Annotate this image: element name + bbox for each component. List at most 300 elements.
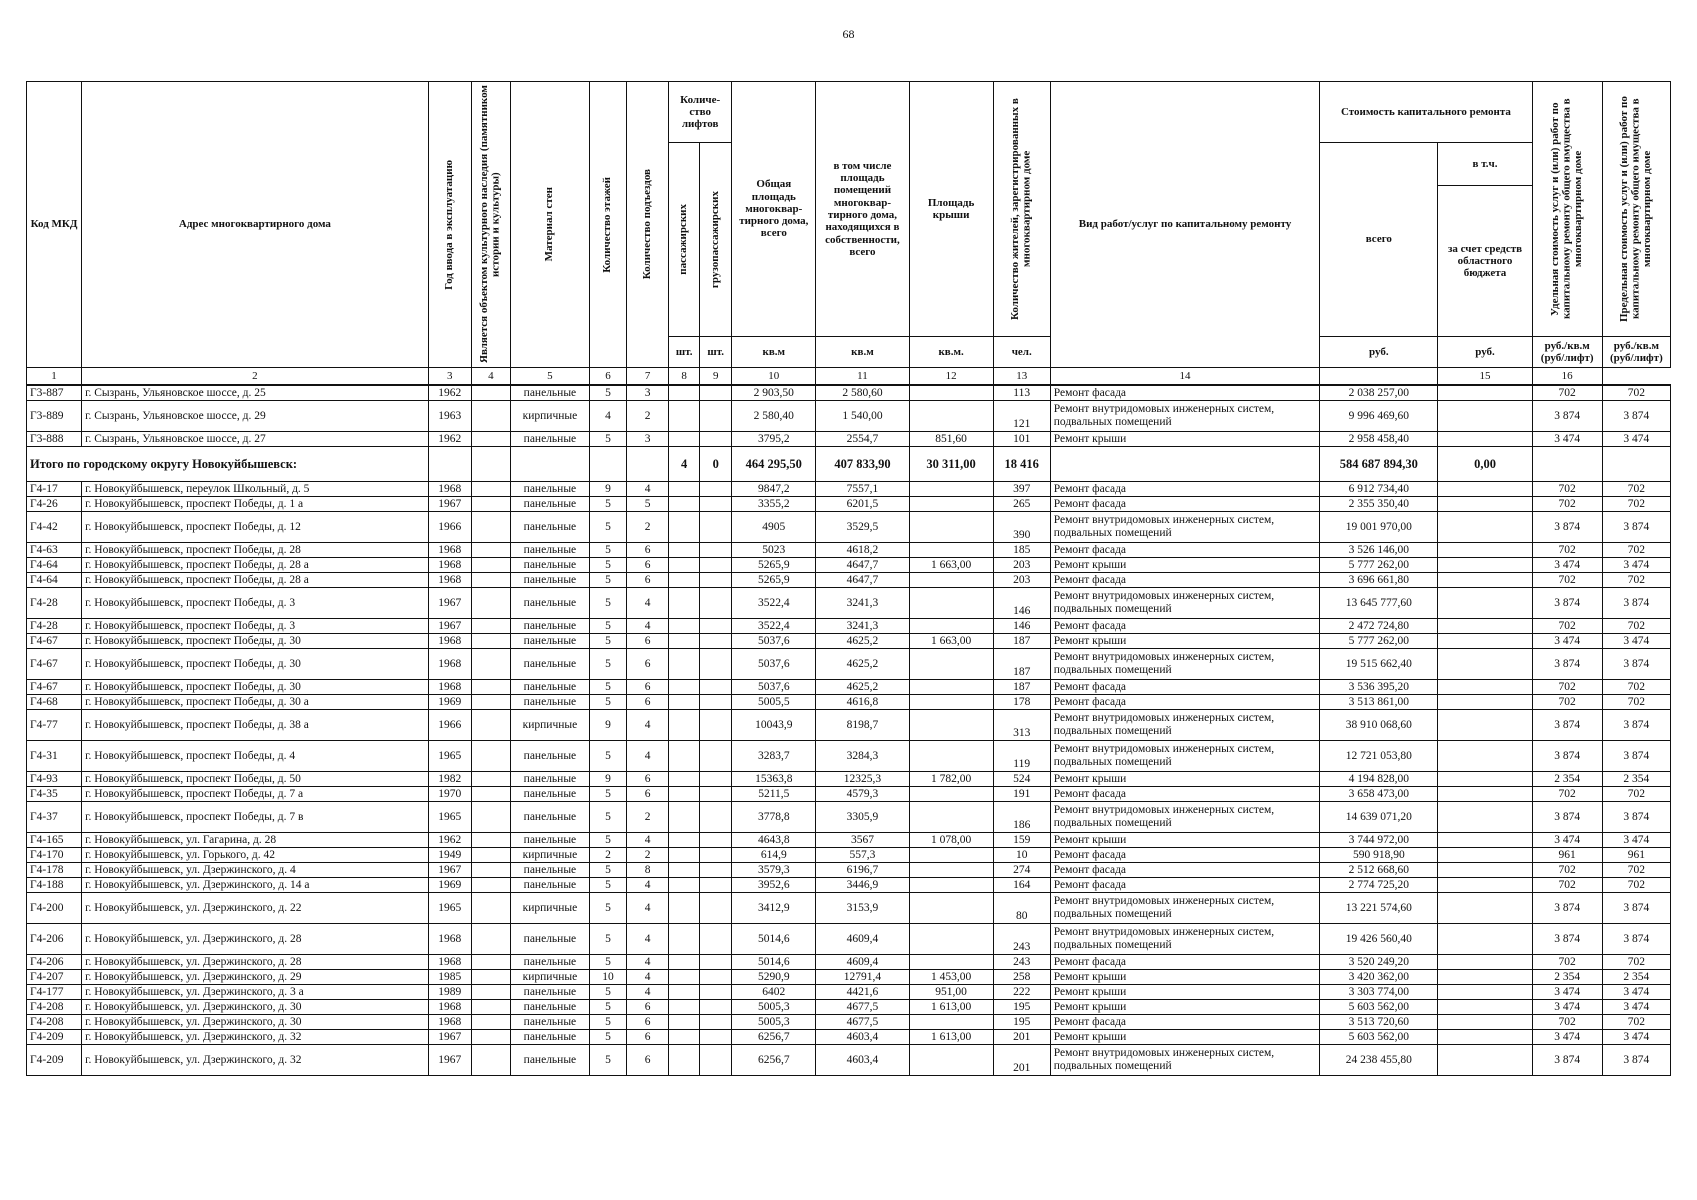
- cell-total-area: 4643,8: [732, 833, 816, 848]
- cell-passenger-lifts: [669, 741, 700, 772]
- cell-heritage: [471, 772, 510, 787]
- cell-heritage: [471, 710, 510, 741]
- cell-year: 1968: [428, 1000, 471, 1015]
- table-row: [27, 619, 1671, 634]
- cell-heritage: [471, 741, 510, 772]
- table-row: [27, 401, 1671, 432]
- cell-regional: [1438, 482, 1532, 497]
- cell-max-cost: 702: [1602, 497, 1670, 512]
- cell-heritage: [471, 1015, 510, 1030]
- cell-freight-lifts: [700, 543, 732, 558]
- total-owned-area: 407 833,90: [816, 447, 909, 482]
- cell-walls: панельные: [510, 588, 589, 619]
- cell-max-cost: 3 474: [1602, 432, 1670, 447]
- cell-cost-total: 3 420 362,00: [1320, 970, 1438, 985]
- cell-unit-cost: 3 874: [1532, 401, 1602, 432]
- cell-passenger-lifts: [669, 970, 700, 985]
- cell-roof-area: [909, 497, 993, 512]
- cell-address: г. Новокуйбышевск, ул. Дзержинского, д. 32: [82, 1030, 429, 1045]
- cell-walls: кирпичные: [510, 970, 589, 985]
- cell-regional: [1438, 385, 1532, 401]
- column-number: 11: [816, 368, 909, 386]
- cell-heritage: [471, 497, 510, 512]
- table-row: [27, 432, 1671, 447]
- cell-floors: 5: [590, 741, 627, 772]
- cell-code: Г4-28: [27, 588, 82, 619]
- cell-walls: панельные: [510, 695, 589, 710]
- cell-cost-total: 3 696 661,80: [1320, 573, 1438, 588]
- cell-max-cost: 702: [1602, 1015, 1670, 1030]
- table-row: [27, 848, 1671, 863]
- cell-cost-total: 19 426 560,40: [1320, 924, 1438, 955]
- cell-floors: 5: [590, 924, 627, 955]
- cell-passenger-lifts: [669, 497, 700, 512]
- cell-unit-cost: 3 474: [1532, 1000, 1602, 1015]
- cell-residents: 146: [993, 619, 1050, 634]
- cell-unit-cost: 2 354: [1532, 970, 1602, 985]
- cell-freight-lifts: [700, 924, 732, 955]
- cell-heritage: [471, 970, 510, 985]
- cell-work-type: Ремонт крыши: [1050, 970, 1319, 985]
- cell-entrances: 6: [627, 1015, 669, 1030]
- cell-heritage: [471, 543, 510, 558]
- cell-code: Г4-37: [27, 802, 82, 833]
- table-row: [27, 558, 1671, 573]
- header-floors: [590, 82, 627, 368]
- cell-unit-cost: 3 474: [1532, 1030, 1602, 1045]
- cell-regional: [1438, 558, 1532, 573]
- total-empty-cell: [471, 447, 510, 482]
- cell-floors: 5: [590, 985, 627, 1000]
- cell-code: Г4-177: [27, 985, 82, 1000]
- header-freight: [700, 143, 732, 337]
- cell-freight-lifts: [700, 772, 732, 787]
- cell-heritage: [471, 619, 510, 634]
- cell-regional: [1438, 1030, 1532, 1045]
- cell-max-cost: 702: [1602, 385, 1670, 401]
- cell-regional: [1438, 1000, 1532, 1015]
- cell-walls: кирпичные: [510, 893, 589, 924]
- cell-total-area: 6256,7: [732, 1030, 816, 1045]
- cell-total-area: 9847,2: [732, 482, 816, 497]
- cell-owned-area: 4618,2: [816, 543, 909, 558]
- cell-entrances: 2: [627, 802, 669, 833]
- cell-max-cost: 702: [1602, 695, 1670, 710]
- column-number: 9: [700, 368, 732, 386]
- cell-heritage: [471, 432, 510, 447]
- total-empty-cell: [627, 447, 669, 482]
- cell-address: г. Новокуйбышевск, проспект Победы, д. 28: [82, 543, 429, 558]
- cell-cost-total: 3 744 972,00: [1320, 833, 1438, 848]
- column-number: 3: [428, 368, 471, 386]
- cell-cost-total: 12 721 053,80: [1320, 741, 1438, 772]
- cell-roof-area: [909, 649, 993, 680]
- cell-floors: 9: [590, 772, 627, 787]
- column-number: 16: [1532, 368, 1602, 386]
- cell-total-area: 5265,9: [732, 558, 816, 573]
- cell-entrances: 4: [627, 833, 669, 848]
- cell-walls: панельные: [510, 924, 589, 955]
- cell-walls: панельные: [510, 1000, 589, 1015]
- cell-regional: [1438, 588, 1532, 619]
- cell-owned-area: 12325,3: [816, 772, 909, 787]
- table-row: [27, 649, 1671, 680]
- cell-work-type: Ремонт внутридомовых инженерных систем, подвальных помещений: [1050, 512, 1319, 543]
- cell-freight-lifts: [700, 802, 732, 833]
- cell-walls: панельные: [510, 787, 589, 802]
- cell-max-cost: 961: [1602, 848, 1670, 863]
- cell-work-type: Ремонт фасада: [1050, 787, 1319, 802]
- cell-freight-lifts: [700, 680, 732, 695]
- cell-max-cost: 3 474: [1602, 985, 1670, 1000]
- header-walls: [510, 82, 589, 368]
- cell-cost-total: 5 777 262,00: [1320, 634, 1438, 649]
- cell-heritage: [471, 649, 510, 680]
- cell-freight-lifts: [700, 1000, 732, 1015]
- cell-code: Г4-31: [27, 741, 82, 772]
- cell-year: 1970: [428, 787, 471, 802]
- cell-regional: [1438, 985, 1532, 1000]
- table-row: [27, 878, 1671, 893]
- unit-people: чел.: [993, 337, 1050, 368]
- cell-total-area: 5037,6: [732, 649, 816, 680]
- cell-work-type: Ремонт крыши: [1050, 772, 1319, 787]
- cell-code: Г4-28: [27, 619, 82, 634]
- cell-max-cost: 3 874: [1602, 512, 1670, 543]
- cell-address: г. Новокуйбышевск, проспект Победы, д. 3: [82, 619, 429, 634]
- column-number: 14: [1050, 368, 1319, 386]
- cell-residents: 164: [993, 878, 1050, 893]
- cell-roof-area: 951,00: [909, 985, 993, 1000]
- header-entrances: [627, 82, 669, 368]
- table-row: [27, 680, 1671, 695]
- cell-year: 1968: [428, 543, 471, 558]
- cell-passenger-lifts: [669, 863, 700, 878]
- header-residents: [993, 82, 1050, 337]
- cell-roof-area: [909, 893, 993, 924]
- cell-total-area: 3522,4: [732, 619, 816, 634]
- cell-unit-cost: 702: [1532, 543, 1602, 558]
- cell-code: Г3-889: [27, 401, 82, 432]
- cell-work-type: Ремонт крыши: [1050, 634, 1319, 649]
- table-row: [27, 543, 1671, 558]
- header-regional: за счет средств областного бюджета: [1438, 186, 1532, 337]
- cell-total-area: 3355,2: [732, 497, 816, 512]
- cell-regional: [1438, 1015, 1532, 1030]
- cell-passenger-lifts: [669, 619, 700, 634]
- cell-code: Г4-165: [27, 833, 82, 848]
- cell-work-type: Ремонт фасада: [1050, 695, 1319, 710]
- cell-walls: панельные: [510, 512, 589, 543]
- cell-roof-area: [909, 955, 993, 970]
- cell-owned-area: 4677,5: [816, 1015, 909, 1030]
- cell-year: 1963: [428, 401, 471, 432]
- cell-passenger-lifts: [669, 385, 700, 401]
- column-number: 2: [82, 368, 429, 386]
- cell-passenger-lifts: [669, 588, 700, 619]
- header-unit-cost-text: Удельная стоимость услуг и (или) работ по капитальному ремонту общего имущества в многоквартирном доме: [1548, 98, 1584, 320]
- cell-floors: 4: [590, 401, 627, 432]
- cell-freight-lifts: [700, 432, 732, 447]
- unit-area-3: кв.м.: [909, 337, 993, 368]
- cell-entrances: 2: [627, 512, 669, 543]
- cell-regional: [1438, 893, 1532, 924]
- cell-residents: 146: [993, 588, 1050, 619]
- cell-cost-total: 9 996 469,60: [1320, 401, 1438, 432]
- cell-floors: 5: [590, 634, 627, 649]
- cell-passenger-lifts: [669, 543, 700, 558]
- cell-year: 1965: [428, 802, 471, 833]
- cell-work-type: Ремонт фасада: [1050, 878, 1319, 893]
- cell-roof-area: [909, 802, 993, 833]
- cell-residents: 397: [993, 482, 1050, 497]
- cell-year: 1966: [428, 512, 471, 543]
- cell-entrances: 6: [627, 1000, 669, 1015]
- cell-walls: панельные: [510, 955, 589, 970]
- cell-cost-total: 5 777 262,00: [1320, 558, 1438, 573]
- cell-total-area: 3283,7: [732, 741, 816, 772]
- cell-year: 1985: [428, 970, 471, 985]
- cell-passenger-lifts: [669, 1000, 700, 1015]
- header-incl: в т.ч.: [1438, 143, 1532, 186]
- cell-residents: 178: [993, 695, 1050, 710]
- cell-walls: панельные: [510, 558, 589, 573]
- cell-max-cost: 3 474: [1602, 1000, 1670, 1015]
- cell-residents: 195: [993, 1015, 1050, 1030]
- cell-owned-area: 4609,4: [816, 924, 909, 955]
- cell-residents: 186: [993, 802, 1050, 833]
- cell-address: г. Новокуйбышевск, проспект Победы, д. 3: [82, 588, 429, 619]
- cell-regional: [1438, 619, 1532, 634]
- cell-cost-total: 3 526 146,00: [1320, 543, 1438, 558]
- header-roof-area: Площадь крыши: [909, 82, 993, 337]
- cell-heritage: [471, 924, 510, 955]
- cell-entrances: 4: [627, 482, 669, 497]
- cell-freight-lifts: [700, 497, 732, 512]
- header-code: Код МКД: [27, 82, 82, 368]
- cell-work-type: Ремонт крыши: [1050, 1030, 1319, 1045]
- table-row: [27, 497, 1671, 512]
- header-passenger: [669, 143, 700, 337]
- cell-year: 1967: [428, 1030, 471, 1045]
- cell-heritage: [471, 985, 510, 1000]
- total-empty-cell: [510, 447, 589, 482]
- cell-regional: [1438, 680, 1532, 695]
- cell-regional: [1438, 695, 1532, 710]
- cell-cost-total: 5 603 562,00: [1320, 1000, 1438, 1015]
- cell-work-type: Ремонт внутридомовых инженерных систем, подвальных помещений: [1050, 924, 1319, 955]
- cell-total-area: 3579,3: [732, 863, 816, 878]
- cell-year: 1949: [428, 848, 471, 863]
- cell-address: г. Новокуйбышевск, ул. Дзержинского, д. 3 а: [82, 985, 429, 1000]
- cell-regional: [1438, 543, 1532, 558]
- cell-unit-cost: 3 874: [1532, 512, 1602, 543]
- cell-freight-lifts: [700, 1030, 732, 1045]
- cell-heritage: [471, 848, 510, 863]
- cell-unit-cost: 3 874: [1532, 741, 1602, 772]
- cell-address: г. Новокуйбышевск, ул. Дзержинского, д. 29: [82, 970, 429, 985]
- cell-year: 1967: [428, 497, 471, 512]
- cell-entrances: 6: [627, 558, 669, 573]
- cell-cost-total: 2 355 350,40: [1320, 497, 1438, 512]
- column-number: 1: [27, 368, 82, 386]
- cell-passenger-lifts: [669, 649, 700, 680]
- cell-max-cost: 3 874: [1602, 649, 1670, 680]
- cell-residents: 203: [993, 558, 1050, 573]
- cell-walls: панельные: [510, 385, 589, 401]
- header-heritage: [471, 82, 510, 368]
- cell-floors: 5: [590, 1000, 627, 1015]
- cell-residents: 80: [993, 893, 1050, 924]
- cell-max-cost: 3 474: [1602, 634, 1670, 649]
- cell-freight-lifts: [700, 970, 732, 985]
- cell-freight-lifts: [700, 385, 732, 401]
- cell-entrances: 4: [627, 955, 669, 970]
- cell-total-area: 5014,6: [732, 955, 816, 970]
- cell-entrances: 4: [627, 893, 669, 924]
- cell-year: 1982: [428, 772, 471, 787]
- cell-residents: 201: [993, 1030, 1050, 1045]
- cell-walls: панельные: [510, 497, 589, 512]
- cell-entrances: 6: [627, 649, 669, 680]
- unit-area-1: кв.м: [732, 337, 816, 368]
- cell-unit-cost: 702: [1532, 955, 1602, 970]
- cell-max-cost: 3 874: [1602, 588, 1670, 619]
- cell-regional: [1438, 649, 1532, 680]
- cell-residents: 222: [993, 985, 1050, 1000]
- column-number-empty: [1320, 368, 1438, 386]
- cell-entrances: 4: [627, 924, 669, 955]
- unit-pcs-1: шт.: [669, 337, 700, 368]
- cell-residents: 243: [993, 955, 1050, 970]
- cell-owned-area: 8198,7: [816, 710, 909, 741]
- cell-cost-total: 19 001 970,00: [1320, 512, 1438, 543]
- cell-code: Г4-207: [27, 970, 82, 985]
- cell-floors: 5: [590, 680, 627, 695]
- cell-regional: [1438, 848, 1532, 863]
- cell-roof-area: 1 663,00: [909, 558, 993, 573]
- cell-owned-area: 3241,3: [816, 619, 909, 634]
- cell-year: 1967: [428, 588, 471, 619]
- cell-cost-total: 19 515 662,40: [1320, 649, 1438, 680]
- cell-floors: 5: [590, 863, 627, 878]
- cell-walls: панельные: [510, 634, 589, 649]
- cell-year: 1967: [428, 619, 471, 634]
- cell-freight-lifts: [700, 558, 732, 573]
- cell-cost-total: 13 221 574,60: [1320, 893, 1438, 924]
- cell-total-area: 5211,5: [732, 787, 816, 802]
- cell-freight-lifts: [700, 482, 732, 497]
- cell-unit-cost: 3 474: [1532, 634, 1602, 649]
- unit-per-2: руб./кв.м (руб/лифт): [1602, 337, 1670, 368]
- cell-roof-area: [909, 1015, 993, 1030]
- cell-roof-area: 1 782,00: [909, 772, 993, 787]
- header-unit-cost: [1532, 82, 1602, 337]
- cell-owned-area: 4603,4: [816, 1045, 909, 1076]
- total-empty-cell: [428, 447, 471, 482]
- cell-walls: панельные: [510, 985, 589, 1000]
- cell-walls: панельные: [510, 863, 589, 878]
- cell-max-cost: 3 874: [1602, 710, 1670, 741]
- capital-repair-table: [26, 81, 1671, 1076]
- cell-work-type: Ремонт внутридомовых инженерных систем, подвальных помещений: [1050, 802, 1319, 833]
- cell-walls: панельные: [510, 680, 589, 695]
- cell-roof-area: [909, 710, 993, 741]
- cell-heritage: [471, 573, 510, 588]
- cell-heritage: [471, 863, 510, 878]
- cell-roof-area: [909, 401, 993, 432]
- table-row: [27, 695, 1671, 710]
- header-lifts: Количе-ство лифтов: [669, 82, 732, 143]
- cell-address: г. Новокуйбышевск, ул. Дзержинского, д. 28: [82, 924, 429, 955]
- cell-code: Г4-206: [27, 955, 82, 970]
- table-row: [27, 893, 1671, 924]
- cell-owned-area: 4625,2: [816, 634, 909, 649]
- cell-entrances: 4: [627, 710, 669, 741]
- cell-max-cost: 3 874: [1602, 1045, 1670, 1076]
- cell-total-area: 614,9: [732, 848, 816, 863]
- cell-code: Г4-209: [27, 1045, 82, 1076]
- cell-residents: 313: [993, 710, 1050, 741]
- cell-address: г. Новокуйбышевск, переулок Школьный, д. 5: [82, 482, 429, 497]
- cell-regional: [1438, 787, 1532, 802]
- cell-max-cost: 702: [1602, 543, 1670, 558]
- cell-unit-cost: 702: [1532, 787, 1602, 802]
- cell-freight-lifts: [700, 710, 732, 741]
- cell-unit-cost: 3 874: [1532, 588, 1602, 619]
- cell-freight-lifts: [700, 619, 732, 634]
- cell-owned-area: 4625,2: [816, 649, 909, 680]
- table-row: [27, 970, 1671, 985]
- cell-cost-total: 3 658 473,00: [1320, 787, 1438, 802]
- total-roof-area: 30 311,00: [909, 447, 993, 482]
- cell-work-type: Ремонт фасада: [1050, 573, 1319, 588]
- cell-max-cost: 702: [1602, 955, 1670, 970]
- cell-total-area: 3412,9: [732, 893, 816, 924]
- cell-regional: [1438, 863, 1532, 878]
- cell-work-type: Ремонт внутридомовых инженерных систем, подвальных помещений: [1050, 588, 1319, 619]
- cell-work-type: Ремонт внутридомовых инженерных систем, подвальных помещений: [1050, 893, 1319, 924]
- cell-owned-area: 3446,9: [816, 878, 909, 893]
- cell-cost-total: 6 912 734,40: [1320, 482, 1438, 497]
- column-number: 13: [993, 368, 1050, 386]
- cell-entrances: 6: [627, 1030, 669, 1045]
- cell-passenger-lifts: [669, 634, 700, 649]
- cell-owned-area: 7557,1: [816, 482, 909, 497]
- cell-max-cost: 702: [1602, 619, 1670, 634]
- cell-freight-lifts: [700, 848, 732, 863]
- cell-regional: [1438, 512, 1532, 543]
- cell-entrances: 4: [627, 970, 669, 985]
- cell-owned-area: 4647,7: [816, 558, 909, 573]
- cell-cost-total: 4 194 828,00: [1320, 772, 1438, 787]
- cell-max-cost: 702: [1602, 482, 1670, 497]
- cell-residents: 119: [993, 741, 1050, 772]
- cell-passenger-lifts: [669, 482, 700, 497]
- cell-code: Г3-887: [27, 385, 82, 401]
- header-owned-area: в том числе площадь помещений многоквар-тирного дома, находящихся в собственности, всего: [816, 82, 909, 337]
- cell-heritage: [471, 1030, 510, 1045]
- cell-unit-cost: 702: [1532, 1015, 1602, 1030]
- cell-unit-cost: 3 474: [1532, 558, 1602, 573]
- cell-heritage: [471, 1045, 510, 1076]
- cell-regional: [1438, 802, 1532, 833]
- cell-code: Г4-64: [27, 573, 82, 588]
- cell-work-type: Ремонт крыши: [1050, 558, 1319, 573]
- cell-cost-total: 3 513 720,60: [1320, 1015, 1438, 1030]
- table-row: [27, 985, 1671, 1000]
- cell-cost-total: 3 513 861,00: [1320, 695, 1438, 710]
